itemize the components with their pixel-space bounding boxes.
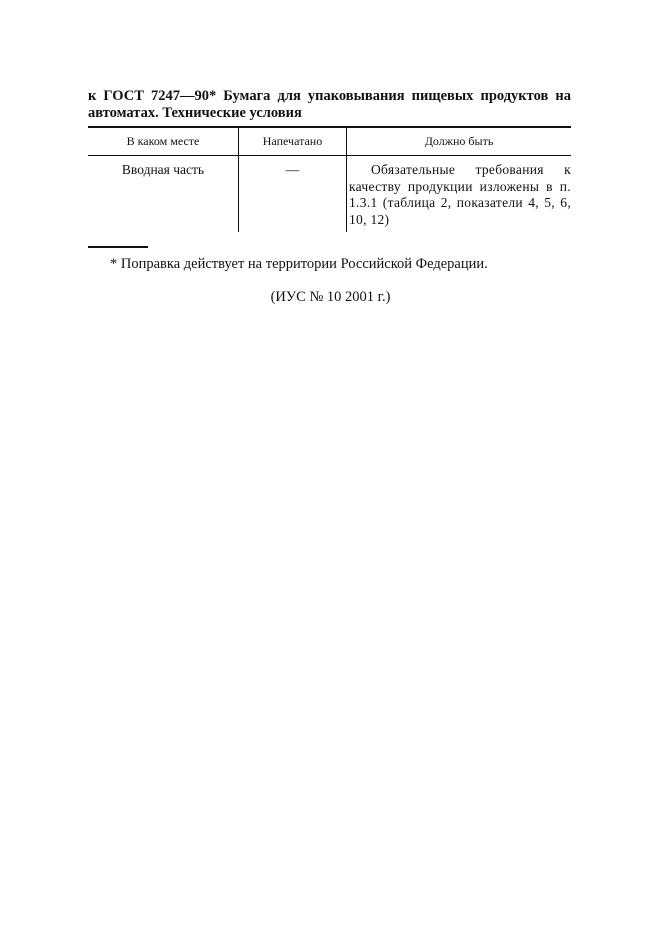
- table-header-rule: [88, 155, 571, 156]
- amendment-title: [88, 88, 571, 122]
- header-place: В каком месте: [126, 134, 200, 148]
- footnote-rule: [88, 246, 148, 248]
- cell-should-be: Обязательные требования к качеству продукции изложены в п. 1.3.1 (таблица 2, показатели 4, 5, 6, 10, 12): [349, 162, 571, 228]
- cell-printed: —: [285, 162, 300, 177]
- title-line-2: автоматах. Технические условия: [88, 105, 302, 121]
- footnote: * Поправка действует на территории Российской Федерации.: [110, 256, 488, 272]
- table-top-rule: [88, 126, 571, 128]
- source-reference: (ИУС № 10 2001 г.): [270, 289, 391, 305]
- header-should-be: Должно быть: [424, 134, 494, 148]
- cell-place: Вводная часть: [121, 162, 205, 177]
- header-printed: Напечатано: [262, 134, 323, 148]
- title-line-1: к ГОСТ 7247—90* Бумага для упаковывания пищевых продуктов на: [88, 88, 571, 104]
